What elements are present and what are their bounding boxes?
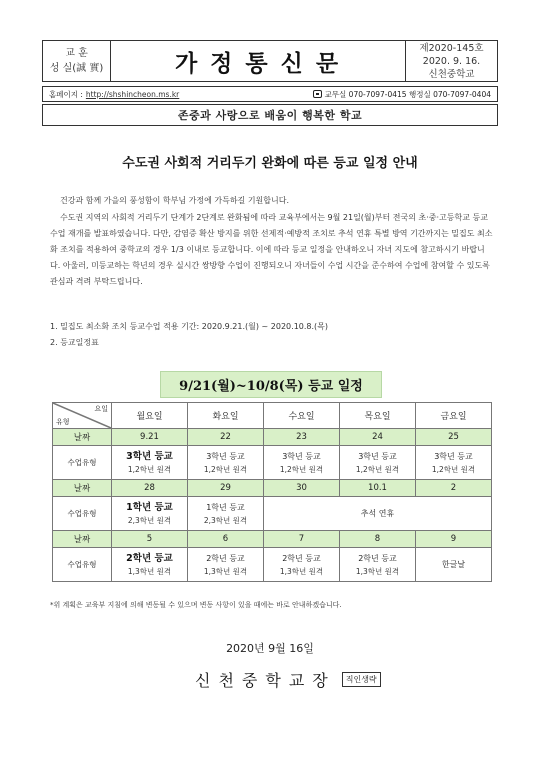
day-header: 월요일 (112, 403, 188, 429)
phone-numbers: 교무실 070-7097-0415 행정실 070-7097-0404 (324, 89, 491, 99)
schedule-table (52, 402, 492, 582)
date-cell: 23 (264, 429, 340, 446)
attend-grade: 1학년 등교 (206, 502, 245, 512)
remote-grades: 1,3학년 원격 (279, 566, 324, 576)
table-row (53, 497, 492, 531)
homepage-label: 홈페이지 : (49, 89, 83, 99)
table-row (53, 531, 492, 548)
day-header: 금요일 (416, 403, 492, 429)
remote-grades: 1,2학년 원격 (355, 464, 400, 474)
type-cell (340, 446, 416, 480)
school-name: 신천중학교 (428, 68, 475, 80)
date-cell: 28 (112, 480, 188, 497)
date-cell: 22 (188, 429, 264, 446)
list-item-schedule: 2. 등교일정표 (50, 338, 99, 347)
table-header-row (53, 403, 492, 429)
main-title: 수도권 사회적 거리두기 완화에 따른 등교 일정 안내 (122, 156, 418, 171)
document-title: 가정통신문 (174, 49, 352, 77)
attend-grade: 2학년 등교 (358, 553, 397, 563)
schedule-title: 9/21(월)~10/8(목) 등교 일정 (160, 371, 382, 398)
corner-type-label: 유형 (56, 418, 70, 426)
document-number: 제2020-145호 (419, 42, 484, 54)
notice-paragraph: 수도권 지역의 사회적 거리두기 단계가 2단계로 완화됨에 따라 교육부에서는 9월 21일(월)부터 전국의 초·중·고등학교 등교수업 재개를 발표하였습니다. 다만, 감염증 확산 방지를 위한 선제적·예방적 조치로 추석 연휴 특별 방역 기간까지는 밀집도 최소화 조치를 적용하여 중학교의 경우 1/3 이내로 등교합니다. 이에 따라 등교 일정을 안내하오니 자녀 지도에 참고하시기 바랍니다. 아울러, 미등교하는 학년의 경우 실시간 쌍방향 수업이 진행되오니 자녀들이 수업 시간을 준수하여 수업에 참여할 수 있도록 관심과 격려 부탁드립니다. (50, 213, 493, 286)
attend-grade: 3학년 등교 (126, 450, 173, 462)
remote-grades: 1,2학년 원격 (279, 464, 324, 474)
date-cell: 30 (264, 480, 340, 497)
document-info (405, 41, 497, 81)
type-cell (188, 548, 264, 582)
attend-grade: 2학년 등교 (126, 552, 173, 564)
homepage-link[interactable]: http://shshincheon.ms.kr (85, 89, 180, 99)
date-cell: 25 (416, 429, 492, 446)
table-row (53, 548, 492, 582)
corner-cell (53, 403, 112, 429)
type-row-label: 수업유형 (53, 497, 112, 531)
type-cell (188, 446, 264, 480)
attend-grade: 3학년 등교 (434, 451, 473, 461)
remote-grades: 1,3학년 원격 (127, 566, 172, 576)
holiday-label: 추석 연휴 (360, 509, 395, 518)
school-slogan: 존중과 사랑으로 배움이 행복한 학교 (42, 104, 498, 126)
seal-omitted-box: 직인생략 (342, 672, 381, 687)
type-cell (416, 446, 492, 480)
attend-grade: 2학년 등교 (282, 553, 321, 563)
date-cell: 6 (188, 531, 264, 548)
date-row-label: 날짜 (53, 429, 112, 446)
letter-header (42, 40, 498, 82)
remote-grades: 1,3학년 원격 (355, 566, 400, 576)
principal-name: 신천중학교장 (195, 671, 336, 690)
date-cell: 5 (112, 531, 188, 548)
motto-text: 성 실(誠 實) (49, 63, 104, 74)
remote-grades: 1,2학년 원격 (431, 464, 476, 474)
phone-icon (313, 90, 322, 98)
signature-block (195, 668, 381, 691)
date-cell: 10.1 (340, 480, 416, 497)
remote-grades: 2,3학년 원격 (127, 515, 172, 525)
attend-grade: 3학년 등교 (282, 451, 321, 461)
remote-grades: 1,2학년 원격 (127, 464, 172, 474)
corner-day-label: 요일 (94, 405, 108, 413)
type-cell (188, 497, 264, 531)
holiday-cell (416, 548, 492, 582)
date-row-label: 날짜 (53, 531, 112, 548)
day-header: 수요일 (264, 403, 340, 429)
table-row (53, 480, 492, 497)
school-motto (43, 41, 111, 81)
remote-grades: 1,3학년 원격 (203, 566, 248, 576)
date-cell: 24 (340, 429, 416, 446)
date-cell: 29 (188, 480, 264, 497)
type-row-label: 수업유형 (53, 548, 112, 582)
table-row (53, 446, 492, 480)
date-row-label: 날짜 (53, 480, 112, 497)
remote-grades: 1,2학년 원격 (203, 464, 248, 474)
attend-grade: 2학년 등교 (206, 553, 245, 563)
holiday-cell (264, 497, 492, 531)
greeting-paragraph: 건강과 함께 가을의 풍성함이 학부님 가정에 가득하길 기원합니다. (60, 196, 289, 205)
document-date: 2020. 9. 16. (422, 55, 481, 67)
date-cell: 2 (416, 480, 492, 497)
day-header: 화요일 (188, 403, 264, 429)
list-item-period: 1. 밀집도 최소화 조치 등교수업 적용 기간: 2020.9.21.(월) ~ 2020.10.8.(목) (50, 322, 329, 331)
day-header: 목요일 (340, 403, 416, 429)
type-cell (112, 497, 188, 531)
phone-info (313, 89, 491, 100)
remote-grades: 2,3학년 원격 (203, 515, 248, 525)
contact-bar (42, 86, 498, 102)
info-list (50, 319, 328, 351)
issue-date: 2020년 9월 16일 (226, 642, 314, 655)
date-cell: 9.21 (112, 429, 188, 446)
date-cell: 9 (416, 531, 492, 548)
table-row (53, 429, 492, 446)
attend-grade: 1학년 등교 (126, 501, 173, 513)
date-cell: 7 (264, 531, 340, 548)
holiday-label: 한글날 (441, 560, 466, 569)
attend-grade: 3학년 등교 (358, 451, 397, 461)
type-cell (340, 548, 416, 582)
date-cell: 8 (340, 531, 416, 548)
attend-grade: 3학년 등교 (206, 451, 245, 461)
type-cell (264, 548, 340, 582)
motto-label: 교 훈 (65, 48, 88, 59)
type-cell (264, 446, 340, 480)
type-row-label: 수업유형 (53, 446, 112, 480)
type-cell (112, 446, 188, 480)
footnote: *위 계획은 교육부 지침에 의해 변동될 수 있으며 변동 사항이 있을 때에는 바로 안내하겠습니다. (50, 601, 342, 609)
type-cell (112, 548, 188, 582)
